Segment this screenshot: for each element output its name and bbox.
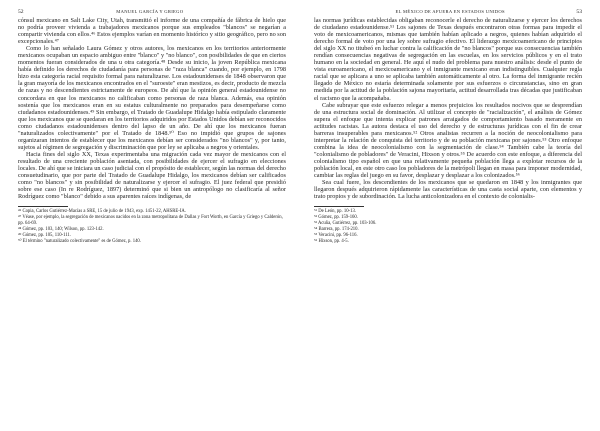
footnote-rule <box>314 206 364 207</box>
footnote: ⁴⁸ Gómez, pp. 103, 140; Wilson, pp. 123-142. <box>18 226 104 232</box>
page-number: 53 <box>576 9 582 15</box>
footnotes <box>314 206 582 244</box>
right-page <box>300 0 600 431</box>
footnote: ⁵³ Acuña, Gutiérrez, pp. 103-106. <box>314 221 377 227</box>
footnotes <box>18 206 286 244</box>
paragraph: Cabe subrayar que este esfuerzo relegar a menos prejuicios los resultados nocivos que se desprendían de una estructura social de dominación. Al utilizar el concepto de "racialización", el análisis de Gómez supera el enfoque que intenta explicar patrones arraigados de comportamiento basado meramente en actitudes racistas. La autora destaca el uso del derecho y de estructuras jurídicas con el fin de crear barreras insuperables para mexicanos.⁵² Otros analistas recurren a la noción de neocolonialismo para interpretar la relación de conquista del territorio y de su población mexicana por sajones.⁵³ Otro enfoque combina la idea de neocolonialismo con la segmentación de clase.⁵⁴ También cabe la teoría del "colonialismo de pobladores" de Veracini, Hixson y otros.⁵⁵ De acuerdo con este enfoque, a diferencia del colonialismo tipo español en que una relativamente pequeña población llega a explotar recursos de la población local, en este otro caso los pobladores de la metrópoli llegan en masa para imponer modernidad, cambiar las reglas del juego en su favor, desplazar y desplazar a los colonizados.⁵⁶ <box>314 101 582 180</box>
running-head-title: MANUEL GARCÍA Y GRIEGO <box>116 9 184 14</box>
footnote: ⁴⁶ Copia, Carlos Gutiérrez-Macías a SRE, 15 de julio de 1943, exp. 1451-22, AHSRE-IA. <box>18 209 186 215</box>
running-head-title: EL MÉXICO DE AFUERA EN ESTADOS UNIDOS <box>395 9 505 14</box>
paragraph: Como lo han señalado Laura Gómez y otros autores, los mexicanos en los territorios anteriormente mexicanos ocupaban un espacio ambiguo entre "blanco" y "no blanco", con posibilidades de que en ciertos momentos fueran considerados de una u otra categoría.⁴⁸ Desde su inicio, la joven República mexicana había definido los derechos de ciudadanía para personas de "raza blanca" cuando, por ejemplo, en 1798 hizo esta categoría racial requisito formal para naturalizarse. Los estadounidenses de 1848 observaron que la gran mayoría de los mexicanos encontrados en el "suroeste" eran mestizos, es decir, producto de mezcla de razas y no descendientes estrictamente de europeos. De ahí que la opinión general estadounidense no concordara en que los mexicanos no calificaban como personas de raza blanca. Además, esa opinión sostenía que los mexicanos eran en su estatus culturalmente no preparados para desempeñarse como ciudadanos estadounidenses.⁴⁹ Sin embargo, el Tratado de Guadalupe Hidalgo había estipulado claramente que los mexicanos que se quedaran en los territorios adquiridos por Estados Unidos debían ser reconocidos como ciudadanos estadounidenses dentro del lapso de un año. De ahí que los mexicanos fueran "naturalizados colectivamente" por el Tratado de 1848.⁵⁰ Eso no impidió que grupos de sajones organizaran intentos de establecer que los mexicanos debían ser considerados "no blancos" y, por tanto, sujetos al régimen de segregación y discriminación que por ley se aplicaba a negros y orientales. <box>18 45 286 151</box>
running-head <box>18 8 286 17</box>
footnote: ⁵² Gómez, pp. 159-160. <box>314 215 358 221</box>
paragraph: las normas jurídicas establecidas obligaban reconocerle el derecho de naturalizarse y ejercer los derechos de ciudadano estadounidense.⁵¹ Los sajones de Texas después encontraron otras formas para impedir el voto de mexicoamericanos, mismas que también habían aplicado a negros, quienes habían adquirido el derecho formal de voto por una ley sobre sufragio efectivo. El liderazgo mexicoamericano de principios del siglo XX no titubeó en luchar contra la calificación de "no blancos" porque sus consecuencias también rendían consecuencias negativas de segregación en las escuelas, en los servicios públicos y en el trato humano en la sociedad en general. He aquí el nudo del problema para nuestro análisis: desde el punto de vista euroamericano, el mexicoamericano y el inmigrante mexicano eran indistinguibles. Cualquier regla racial que se aplicara a uno se aplicaba también automáticamente al otro. La forma del inmigrante recién llegado de México no estaría determinada solamente por sus esfuerzos o circunstancias, sino en gran medida por la actitud de la población sajona mayoritaria, actitud desarrollada tras décadas que justificaban el racismo que la acompañaba. <box>314 17 582 102</box>
paragraph: Sea cual fuere, los descendientes de los mexicanos que se quedaron en 1848 y los inmigrantes que llegaron después adquirieron rápidamente las características de una casta social aparte, con elementos y trato propios y de subordinación. La lucha anticolonizadora en el contexto de colonialis- <box>314 179 582 201</box>
body-text <box>18 17 286 200</box>
paragraph: Hacia fines del siglo XX, Texas experimentaba una migración cada vez mayor de mexicanos con el resultado de una creciente población asentada, con posibilidades de ejercer el sufragio en elecciones locales. De ahí que se iniciara un caso judicial con el propósito de establecer, según las normas del derecho consuetudinario, que por parte del Tratado de Guadalupe Hidalgo, los mexicanos debían ser calificados como "no blancos" y sin posibilidad de naturalizarse y ejercer el sufragio. El juez federal que presidió sobre ese caso (In re Rodríguez, 1897) determinó que si bien un antropólogo no clasificaría al señor Rodríguez como "blanco" debido a sus aparentes raíces indígenas, de <box>18 150 286 201</box>
paragraph: cónsul mexicano en Salt Lake City, Utah, transmitió el informe de una compañía de fábrica de hielo que no podría proveer vivienda a trabajadores mexicanos porque sus empleados "blancos" se negarían a compartir vivienda con ellos.⁴⁶ Estos ejemplos varían en momento histórico y sitio geográfico, pero no son excepcionales.⁴⁷ <box>18 17 286 46</box>
footnote-rule <box>18 206 68 207</box>
footnote: ⁵⁶ Hixson, pp. 4-5. <box>314 238 349 244</box>
body-text <box>314 17 582 200</box>
footnote: ⁵⁴ Barrera, pp. 174-210. <box>314 226 359 232</box>
running-head <box>314 8 582 17</box>
footnote: ⁴⁹ Gómez, pp. 105, 110-111. <box>18 232 71 238</box>
footnote: ⁴⁷ Véase, por ejemplo, la segregación de mexicanos nacidos en la zona metropolitana de Dallas y Fort Worth, en García y Griego y Calderón, pp. 64-69. <box>18 215 283 227</box>
footnote: ⁵⁰ El término "naturalizado colectivamente" es de Gómez, p. 140. <box>18 238 141 244</box>
page-number: 52 <box>18 9 24 15</box>
footnote: ⁵⁵ Veracini, pp. 96-116. <box>314 232 358 238</box>
footnote: ⁵¹ De León, pp. 10-13. <box>314 209 356 215</box>
